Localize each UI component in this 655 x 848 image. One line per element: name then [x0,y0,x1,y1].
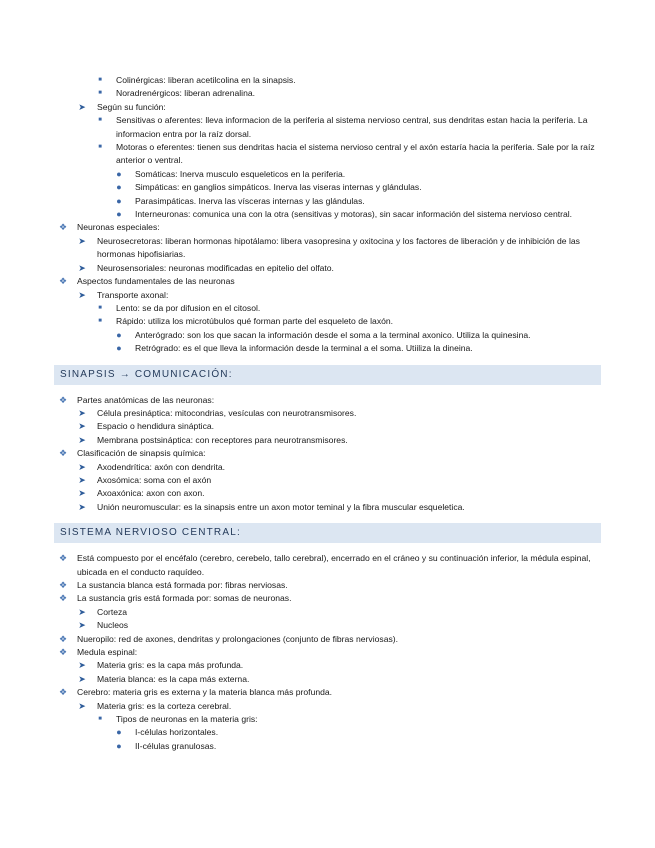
bullet-icon: ➤ [78,461,86,472]
list-item-text: Materia blanca: es la capa más externa. [97,673,250,684]
bullet-icon: ➤ [78,101,86,112]
list-item-text: Neurosecretoras: liberan hormonas hipotálamo: libera vasopresina y oxitocina y los factores de liberación y de inhibición de las hormonas hipofisiarias. [97,235,580,260]
list-item [0,221,655,234]
list-item [0,329,655,342]
list-item [0,262,655,275]
bullet-icon: ➤ [78,673,86,684]
section-list [0,552,655,753]
list-item [0,302,655,315]
list-item-text: Unión neuromuscular: es la sinapsis entre un axon motor teminal y la fibra muscular esqueletica. [97,501,465,512]
list-item [0,713,655,726]
list-item-text: Según su función: [97,101,166,112]
bullet-icon: ➤ [78,488,86,499]
list-item [0,633,655,646]
bullet-icon: ■ [98,318,102,325]
list-item [0,289,655,302]
list-item-text: Somáticas: Inerva musculo esqueleticos en la periferia. [135,168,346,179]
list-item-text: Lento: se da por difusion en el citosol. [116,302,261,313]
list-item-text: La sustancia gris está formada por: somas de neuronas. [77,593,292,604]
bullet-icon: ➤ [78,474,86,485]
list-item [0,606,655,619]
bullet-icon: ➤ [78,235,86,246]
section-list [0,74,655,356]
bullet-icon: ❖ [58,580,68,590]
list-item [0,673,655,686]
list-item-text: Materia gris: es la corteza cerebral. [97,700,232,711]
list-item-text: Corteza [97,606,128,617]
list-item-text: Está compuesto por el encéfalo (cerebro, cerebelo, tallo cerebral), encerrado en el cráneo y su continuación inferior, la médula espinal, ubicada en el conducto raquídeo. [77,553,591,577]
bullet-icon: ❖ [58,647,68,658]
list-item [0,195,655,208]
list-item-text: Noradrenérgicos: liberan adrenalina. [116,88,256,99]
bullet-icon: ■ [98,77,102,83]
list-item [0,447,655,460]
list-item-text: Cerebro: materia gris es externa y la materia blanca más profunda. [77,687,333,698]
bullet-icon: ❖ [58,222,68,233]
list-item-text: Sensitivas o aferentes: lleva informacion de la periferia al sistema nervioso central, sus dendritas estan hacia la periferia. La informacion entra por la raíz dorsal. [116,115,588,139]
bullet-icon: ● [116,329,122,340]
bullet-icon: ■ [98,90,102,97]
list-item [0,342,655,355]
list-item [0,141,655,168]
list-item [0,686,655,699]
list-item-text: Medula espinal: [77,647,138,658]
list-item-text: Nucleos [97,620,129,631]
list-item [0,168,655,181]
list-item [0,87,655,100]
list-item [0,474,655,487]
document-page [0,74,655,753]
list-item [0,487,655,500]
section-heading-sistema-nervioso-central: SISTEMA NERVIOSO CENTRAL: [54,523,601,543]
bullet-icon: ■ [98,117,102,124]
bullet-icon: ● [116,209,122,220]
bullet-icon: ➤ [78,407,86,418]
bullet-icon: ■ [98,716,102,723]
list-item [0,208,655,221]
bullet-icon: ❖ [58,394,68,405]
bullet-icon: ➤ [78,421,86,432]
list-item [0,235,655,262]
list-item [0,461,655,474]
list-item-text: Transporte axonal: [97,289,169,300]
list-item-text: Nueropilo: red de axones, dendritas y prolongaciones (conjunto de fibras nerviosas). [77,633,399,644]
list-item-text: Rápido: utiliza los microtúbulos qué forman parte del esqueleto de laxón. [116,316,394,327]
list-item-text: Materia gris: es la capa más profunda. [97,660,244,671]
list-item [0,114,655,141]
bullet-icon: ❖ [58,687,68,698]
list-item-text: II-células granulosas. [135,740,217,751]
bullet-icon: ➤ [78,660,86,671]
list-item-text: La sustancia blanca está formada por: fibras nerviosas. [77,580,288,590]
bullet-icon: ➤ [78,262,86,273]
list-item-text: Clasificación de sinapsis química: [77,448,206,459]
bullet-icon: ● [116,195,122,206]
bullet-icon: ● [116,740,122,751]
bullet-icon: ■ [98,144,102,151]
list-item-text: Neurosensoriales: neuronas modificadas en epitelio del olfato. [97,262,334,273]
list-item-text: Tipos de neuronas en la materia gris: [116,714,258,725]
bullet-icon: ■ [98,304,102,311]
bullet-icon: ● [116,168,122,179]
bullet-icon: ● [116,182,122,193]
list-item [0,434,655,447]
list-item [0,592,655,605]
bullet-icon: ❖ [58,448,68,459]
list-item [0,181,655,194]
list-item-text: Colinérgicas: liberan acetilcolina en la sinapsis. [116,75,296,85]
list-item-text: Membrana postsináptica: con receptores para neurotransmisores. [97,434,348,445]
list-item [0,101,655,114]
section-list [0,394,655,515]
list-item-text: Simpáticas: en ganglios simpáticos. Inerva las viseras internas y glándulas. [135,182,422,193]
list-item [0,394,655,407]
list-item [0,552,655,579]
list-item [0,407,655,420]
list-item-text: Anterógrado: son los que sacan la información desde el soma a la terminal axonico. Utiliza la quinesina. [135,329,531,340]
bullet-icon: ● [116,727,122,738]
list-item-text: Espacio o hendidura sináptica. [97,421,215,432]
list-item [0,659,655,672]
bullet-icon: ❖ [58,633,68,644]
list-item [0,74,655,87]
bullet-icon: ➤ [78,434,86,445]
list-item [0,420,655,433]
list-item-text: Motoras o eferentes: tienen sus dendritas hacia el sistema nervioso central y el axón estaría hacia la periferia. Sale por la raíz anterior o ventral. [116,142,595,166]
bullet-icon: ➤ [78,620,86,631]
list-item [0,579,655,592]
list-item [0,726,655,739]
list-item [0,315,655,328]
bullet-icon: ➤ [78,501,86,512]
list-item [0,646,655,659]
list-item-text: Parasimpáticas. Inerva las vísceras internas y las glándulas. [135,195,365,206]
list-item-text: Interneuronas: comunica una con la otra (sensitivas y motoras), sin sacar información del sistema nervioso central. [135,209,573,220]
bullet-icon: ❖ [58,553,68,564]
section-heading-sinapsis-comunicacion: SINAPSIS → COMUNICACIÓN: [54,365,601,385]
list-item [0,275,655,288]
bullet-icon: ❖ [58,276,68,287]
list-item-text: Axodendrítica: axón con dendrita. [97,461,226,472]
list-item-text: Retrógrado: es el que lleva la información desde la terminal a el soma. Utiiliza la dineina. [135,343,473,354]
list-item [0,501,655,514]
bullet-icon: ➤ [78,700,86,711]
bullet-icon: ➤ [78,289,86,300]
list-item-text: I-células horizontales. [135,727,219,738]
bullet-icon: ❖ [58,593,68,604]
list-item-text: Célula presináptica: mitocondrias, vesículas con neurotransmisores. [97,407,357,418]
bullet-icon: ● [116,343,122,354]
list-item-text: Aspectos fundamentales de las neuronas [77,276,235,287]
list-item [0,700,655,713]
list-item-text: Axosómica: soma con el axón [97,474,212,485]
list-item-text: Axoaxónica: axon con axon. [97,488,205,499]
bullet-icon: ➤ [78,606,86,617]
list-item-text: Neuronas especiales: [77,222,160,233]
list-item [0,740,655,753]
list-item [0,619,655,632]
list-item-text: Partes anatómicas de las neuronas: [77,394,215,405]
